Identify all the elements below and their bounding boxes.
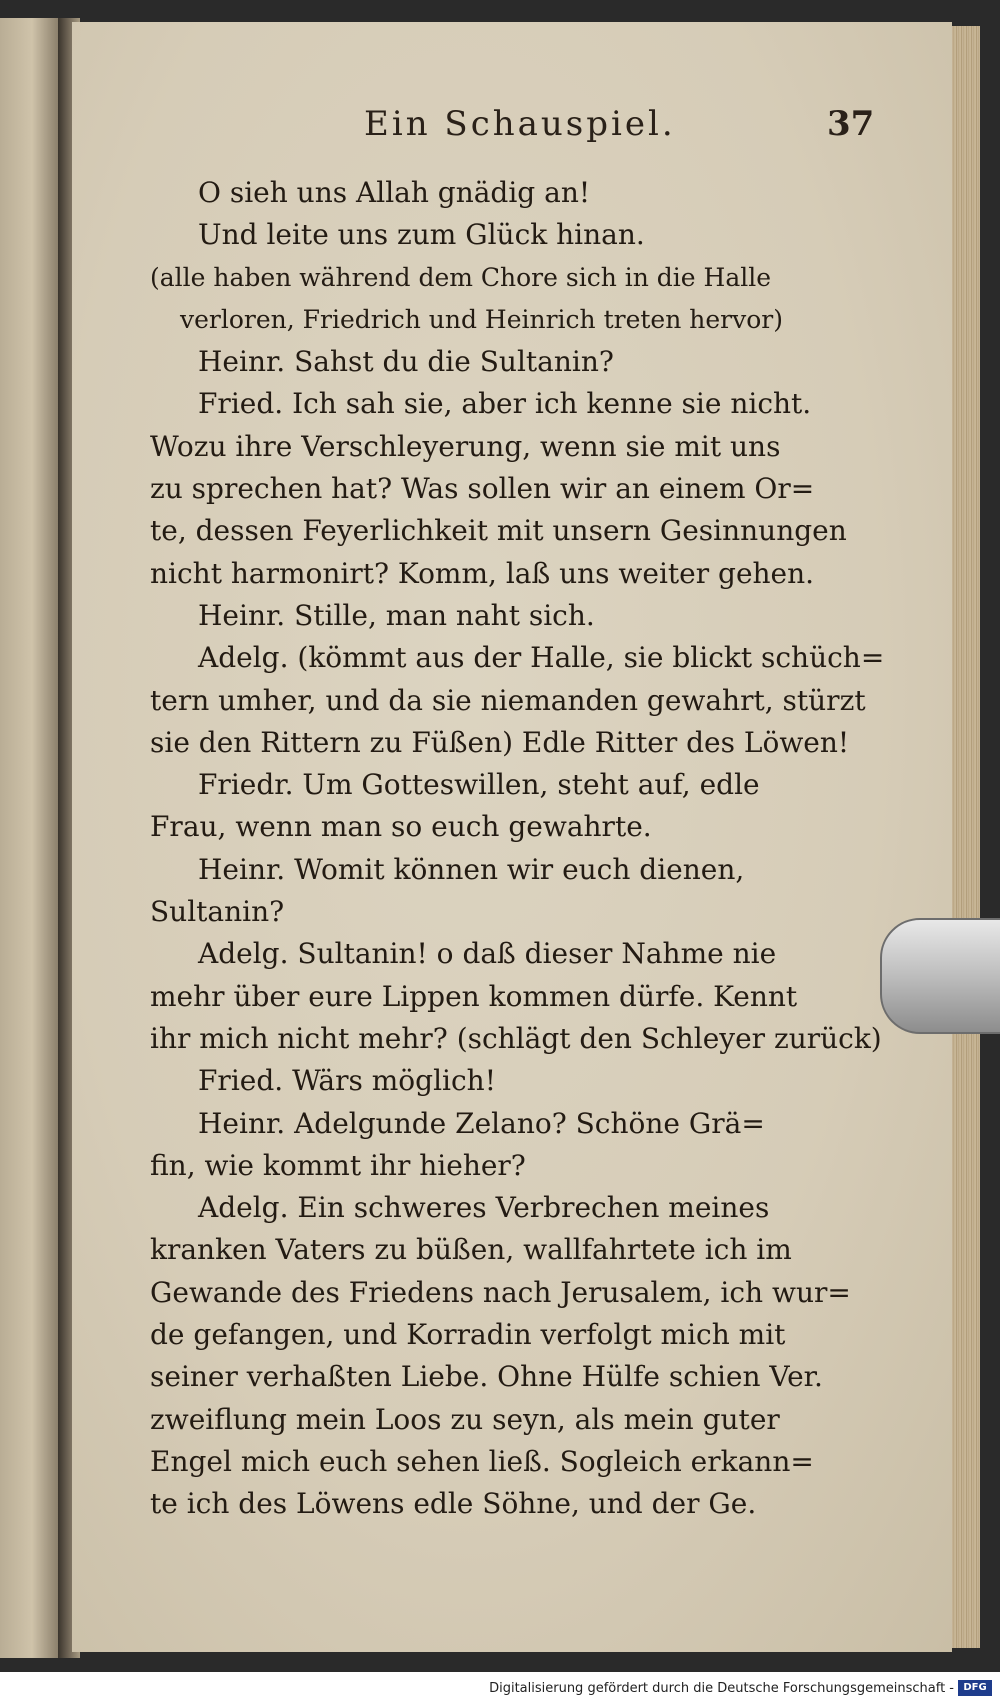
page-edges xyxy=(952,26,980,1648)
text-line: O sieh uns Allah gnädig an! xyxy=(198,176,591,209)
funding-credit: Digitalisierung gefördert durch die Deutsche Forschungsgemeinschaft - xyxy=(489,1681,954,1696)
text-line: Fried. Wärs möglich! xyxy=(198,1064,496,1098)
page-clip xyxy=(880,918,1000,1034)
text-line: Fried. Ich sah sie, aber ich kenne sie nicht. xyxy=(198,387,812,421)
page-text xyxy=(150,172,930,1526)
book-page xyxy=(72,22,952,1652)
text-line: Adelg. (kömmt aus der Halle, sie blickt schüch= xyxy=(198,641,885,675)
running-head: Ein Schauspiel. xyxy=(364,104,676,144)
page-number: 37 xyxy=(827,104,875,144)
text-line: Heinr. Adelgunde Zelano? Schöne Grä= xyxy=(198,1106,765,1140)
text-line: te, dessen Feyerlichkeit mit unsern Gesinnungen xyxy=(150,514,847,548)
text-line: Adelg. Sultanin! o daß dieser Nahme nie xyxy=(198,937,777,971)
stage-direction-line: (alle haben während dem Chore sich in die Halle xyxy=(150,262,772,292)
text-line: Gewande des Friedens nach Jerusalem, ich wur= xyxy=(150,1275,851,1309)
text-line: fin, wie kommt ihr hieher? xyxy=(150,1148,526,1182)
text-line: mehr über eure Lippen kommen dürfe. Kennt xyxy=(150,979,798,1013)
text-line: Friedr. Um Gotteswillen, steht auf, edle xyxy=(198,768,760,802)
text-line: kranken Vaters zu büßen, wallfahrtete ich im xyxy=(150,1233,792,1267)
text-line: nicht harmonirt? Komm, laß uns weiter gehen. xyxy=(150,556,815,590)
text-line: seiner verhaßten Liebe. Ohne Hülfe schien Ver. xyxy=(150,1360,823,1394)
dfg-logo: DFG xyxy=(958,1680,992,1696)
previous-page-edge xyxy=(0,18,58,1658)
text-line: Adelg. Ein schweres Verbrechen meines xyxy=(198,1191,770,1225)
text-line: zu sprechen hat? Was sollen wir an einem Or= xyxy=(150,472,815,506)
text-line: Sultanin? xyxy=(150,895,285,929)
text-line: zweiflung mein Loos zu seyn, als mein guter xyxy=(150,1402,780,1436)
page-header xyxy=(72,104,952,154)
stage-direction-line: verloren, Friedrich und Heinrich treten hervor) xyxy=(180,304,783,334)
text-line: Engel mich euch sehen ließ. Sogleich erkann= xyxy=(150,1444,814,1478)
text-line: Heinr. Womit können wir euch dienen, xyxy=(198,852,745,886)
text-line: te ich des Löwens edle Söhne, und der Ge. xyxy=(150,1487,757,1521)
text-line: sie den Rittern zu Füßen) Edle Ritter des Löwen! xyxy=(150,725,850,759)
text-line: ihr mich nicht mehr? (schlägt den Schleyer zurück) xyxy=(150,1021,882,1055)
text-line: Und leite uns zum Glück hinan. xyxy=(198,218,645,252)
text-line: Frau, wenn man so euch gewahrte. xyxy=(150,810,652,844)
text-line: tern umher, und da sie niemanden gewahrt, stürzt xyxy=(150,683,866,717)
footer-bar xyxy=(0,1672,1000,1706)
text-line: Heinr. Stille, man naht sich. xyxy=(198,598,595,632)
text-line: de gefangen, und Korradin verfolgt mich mit xyxy=(150,1318,786,1352)
text-line: Wozu ihre Verschleyerung, wenn sie mit uns xyxy=(150,429,781,463)
text-line: Heinr. Sahst du die Sultanin? xyxy=(198,345,614,379)
